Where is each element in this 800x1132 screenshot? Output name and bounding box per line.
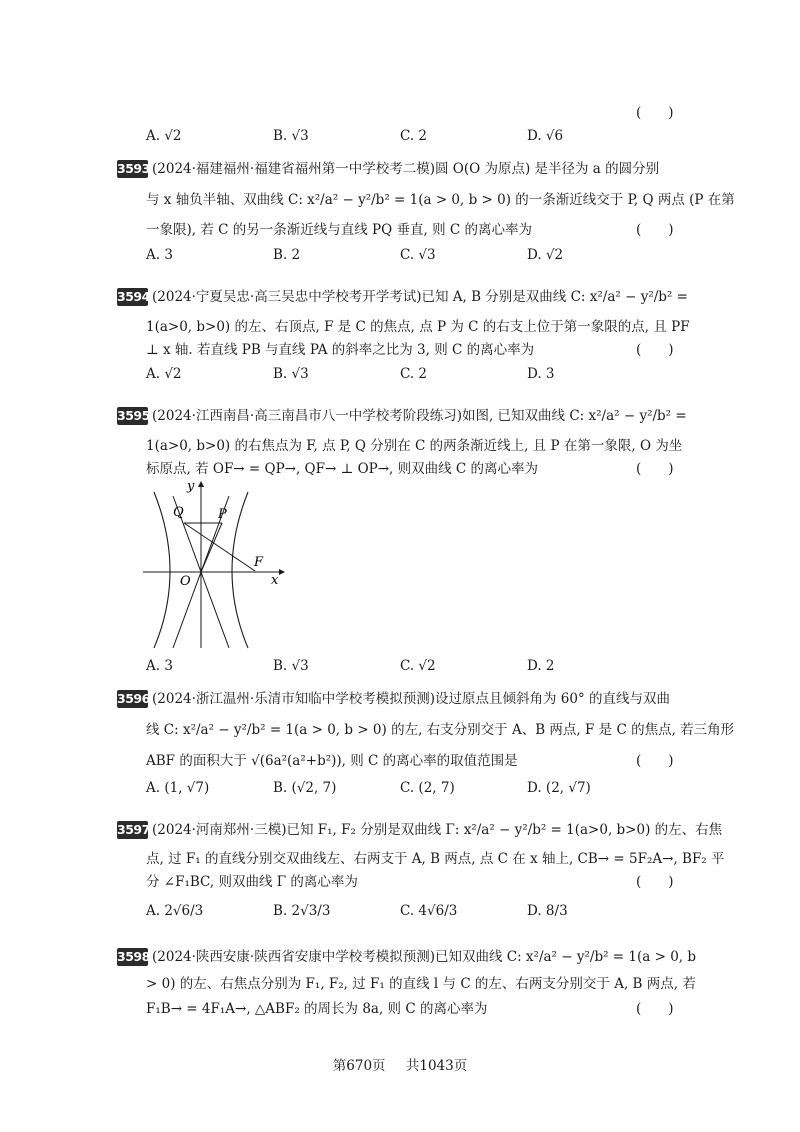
question-text-line: 分 ∠F₁BC, 则双曲线 Γ 的离心率为 [146, 874, 358, 890]
option-b: B. (√2, 7) [273, 780, 337, 796]
label-o: O [180, 574, 191, 589]
option-d: D. (2, √7) [527, 780, 591, 796]
option-d: D. 8/3 [527, 903, 568, 919]
answer-paren: ( ) [636, 461, 674, 477]
q-prev-option-a: A. √2 [146, 128, 182, 144]
label-x: x [271, 573, 279, 588]
question-text-line: > 0) 的左、右焦点分别为 F₁, F₂, 过 F₁ 的直线 l 与 C 的左、右两支分别交于 A, B 两点, 若 [146, 976, 696, 992]
option-b: B. √3 [273, 366, 309, 382]
option-b: B. 2√3/3 [273, 903, 331, 919]
question-text-line: F₁B→ = 4F₁A→, △ABF₂ 的周长为 8a, 则 C 的离心率为 [146, 1001, 488, 1017]
segment-qf [184, 523, 255, 571]
question-text-line: 1(a>0, b>0) 的右焦点为 F, 点 P, Q 分别在 C 的两条渐近线上, 且 P 在第一象限, O 为坐 [146, 438, 683, 454]
answer-paren: ( ) [636, 222, 674, 238]
question-text-line: 点, 过 F₁ 的直线分别交双曲线左、右两支于 A, B 两点, 点 C 在 x 轴上, CB→ = 5F₂A→, BF₂ 平 [146, 851, 725, 867]
option-b: B. 2 [273, 247, 301, 263]
option-d: D. √2 [527, 247, 564, 263]
option-a: A. 2√6/3 [146, 903, 204, 919]
question-text-line: (2024·河南郑州·三模)已知 F₁, F₂ 分别是双曲线 Γ: x²/a² − y²/b² = 1(a>0, b>0) 的左、右焦 [152, 822, 723, 838]
option-d: D. 3 [527, 366, 555, 382]
option-c: C. √2 [400, 658, 436, 674]
question-text-line: (2024·浙江温州·乐清市知临中学校考模拟预测)设过原点且倾斜角为 60° 的直线与双曲 [152, 691, 670, 707]
page-number: 第670页 [332, 1058, 386, 1074]
option-a: A. √2 [146, 366, 182, 382]
hyperbola-right-branch [232, 492, 248, 648]
question-number-badge: 3597 [117, 822, 150, 837]
segment-op [201, 523, 222, 572]
answer-paren: ( ) [636, 874, 674, 890]
question-text-line: (2024·福建福州·福建省福州第一中学校考二模)圆 O(O 为原点) 是半径为 a 的圆分别 [152, 161, 660, 177]
question-text-line: 线 C: x²/a² − y²/b² = 1(a > 0, b > 0) 的左, 右支分别交于 A、B 两点, F 是 C 的焦点, 若三角形 [146, 722, 735, 738]
question-text-line: 一象限), 若 C 的另一条渐近线与直线 PQ 垂直, 则 C 的离心率为 [146, 222, 532, 238]
q-prev-option-d: D. √6 [527, 128, 564, 144]
hyperbola-left-branch [154, 492, 170, 648]
question-text-line: 标原点, 若 OF→ = QP→, QF→ ⊥ OP→, 则双曲线 C 的离心率为 [146, 461, 539, 477]
label-y: y [187, 479, 195, 494]
option-b: B. √3 [273, 658, 309, 674]
option-c: C. 4√6/3 [400, 903, 458, 919]
question-text-line: (2024·江西南昌·高三南昌市八一中学校考阶段练习)如图, 已知双曲线 C: x²/a² − y²/b² = [152, 408, 687, 424]
question-number-badge: 3594 [117, 289, 150, 304]
question-text-line: ⊥ x 轴. 若直线 PB 与直线 PA 的斜率之比为 3, 则 C 的离心率为 [146, 342, 535, 358]
hyperbola-figure [138, 474, 288, 650]
answer-paren: ( ) [636, 753, 674, 769]
answer-paren: ( ) [636, 342, 674, 358]
question-text-line: (2024·陕西安康·陕西省安康中学校考模拟预测)已知双曲线 C: x²/a² − y²/b² = 1(a > 0, b [152, 949, 697, 965]
option-d: D. 2 [527, 658, 555, 674]
page-footer [0, 1054, 800, 1074]
question-number-badge: 3598 [117, 949, 150, 964]
option-a: A. 3 [146, 658, 173, 674]
question-text-line: ABF 的面积大于 √(6a²(a²+b²)), 则 C 的离心率的取值范围是 [146, 753, 518, 769]
question-text-line: (2024·宁夏吴忠·高三吴忠中学校考开学考试)已知 A, B 分别是双曲线 C: x²/a² − y²/b² = [152, 289, 688, 305]
question-number-badge: 3593 [117, 161, 150, 176]
q-prev-option-b: B. √3 [273, 128, 309, 144]
q-prev-answer-paren: ( ) [636, 105, 674, 121]
question-text-line: 1(a>0, b>0) 的左、右顶点, F 是 C 的焦点, 点 P 为 C 的右支上位于第一象限的点, 且 PF [146, 319, 690, 335]
question-text-line: 与 x 轴负半轴、双曲线 C: x²/a² − y²/b² = 1(a > 0, b > 0) 的一条渐近线交于 P, Q 两点 (P 在第 [146, 192, 735, 208]
question-number-badge: 3595 [117, 408, 150, 423]
question-number-badge: 3596 [117, 691, 150, 706]
total-pages: 共1043页 [405, 1058, 468, 1074]
option-a: A. 3 [146, 247, 173, 263]
option-a: A. (1, √7) [146, 780, 210, 796]
option-c: C. 2 [400, 366, 428, 382]
label-f: F [254, 555, 264, 570]
q-prev-option-c: C. 2 [400, 128, 428, 144]
label-q: Q [173, 505, 184, 520]
option-c: C. √3 [400, 247, 436, 263]
answer-paren: ( ) [636, 1001, 674, 1017]
option-c: C. (2, 7) [400, 780, 455, 796]
label-p: P [218, 507, 227, 522]
